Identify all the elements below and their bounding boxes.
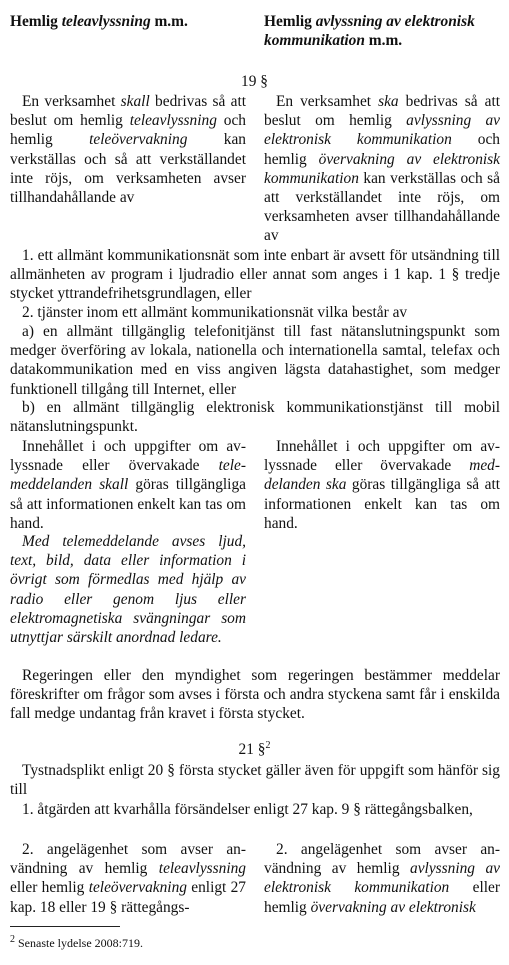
s19-right-paragraph-1: En verksamhet ska bedrivas så att beslut om hemlig avlyssning av elektronisk kommunikation och hemlig övervakning av elektronisk kommunikation kan verkställas och så att verkställandet inte röjs, om verksamheten avser tillhandahållande av	[264, 93, 501, 245]
s21-paragraph-1: Tystnadsplikt enligt 20 § första stycket gäller även för uppgift som hänför sig till	[10, 762, 500, 799]
s19-left-paragraph-1: En verksamhet skall bedrivas så att beslut om hemlig teleavlyssning och hemlig teleövervakning kan verkställas och så att verkställandet inte röjs, om verksamheten avser tillhandahållande av	[10, 93, 246, 207]
s19-closing-paragraph: Regeringen eller den myndighet som regeringen bestämmer meddelar föreskrifter om frågor som avses i första och andra styckena samt får i enskilda fall medge undantag från kravet i första stycket.	[10, 667, 500, 723]
footnote-separator	[10, 926, 120, 927]
s19-item-2a: a) en allmänt tillgänglig telefonitjänst till fast nätanslutningspunkt som medger överföring av lokala, nationella och internationella samtal, telefax och datakommunikation med en viss angiven lägsta datahastighet, som medger funktionell tillgång till Internet, eller	[10, 323, 500, 398]
header-left: Hemlig teleavlyssning m.m.	[10, 13, 188, 30]
footnote-reference: 2	[265, 739, 271, 751]
s21-right-item-2: 2. angelägenhet som avser användning av hemlig avlyssning av elektronisk kommunikation eller hemlig övervakning av elektronisk	[264, 841, 501, 916]
s21-item-1: 1. åtgärden att kvarhålla försändelser enligt 27 kap. 9 § rättegångsbalken,	[22, 801, 473, 818]
section-21-heading: 21 §$^2$	[238, 739, 271, 758]
s19-right-paragraph-2: Innehållet i och uppgifter om avlyssnade eller övervakade meddelanden ska göras tillgängliga så att informationen enkelt kan tas om hand.	[264, 438, 501, 532]
s19-item-1: 1. ett allmänt kommunikationsnät som inte enbart är avsett för utsändning till allmänheten av program i ljudradio eller annat som anges i 1 kap. 1 § tredje stycket yttrandefrihetsgrundlagen, eller	[10, 247, 500, 303]
s19-left-paragraph-2: Innehållet i och uppgifter om avlyssnade eller övervakade telemeddelanden skall göras tillgängliga så att informationen enkelt kan tas om hand.	[10, 438, 246, 532]
header-right: Hemlig avlyssning av elektronisk kommunikation m.m.	[264, 13, 475, 50]
s21-left-item-2: 2. angelägenhet som avser användning av hemlig teleavlyssning eller hemlig teleövervakning enligt 27 kap. 18 eller 19 § rättegångs-	[10, 841, 247, 916]
section-19-heading: 19 §	[241, 73, 268, 90]
footnote: $^2$ Senaste lydelse 2008:719.	[10, 934, 143, 950]
s19-item-2: 2. tjänster inom ett allmänt kommunikationsnät vilka består av	[22, 304, 408, 321]
s19-item-2b: b) en allmänt tillgänglig elektronisk kommunikationstjänst till mobil nätanslutningspunkt.	[10, 399, 500, 436]
s19-left-definition: Med telemeddelande avses ljud, text, bild, data eller information i övrigt som förmedlas med hjälp av radio eller genom ljus eller elektromagnetiska svängningar som utnyttjar särskilt anordnad ledare.	[10, 533, 246, 647]
